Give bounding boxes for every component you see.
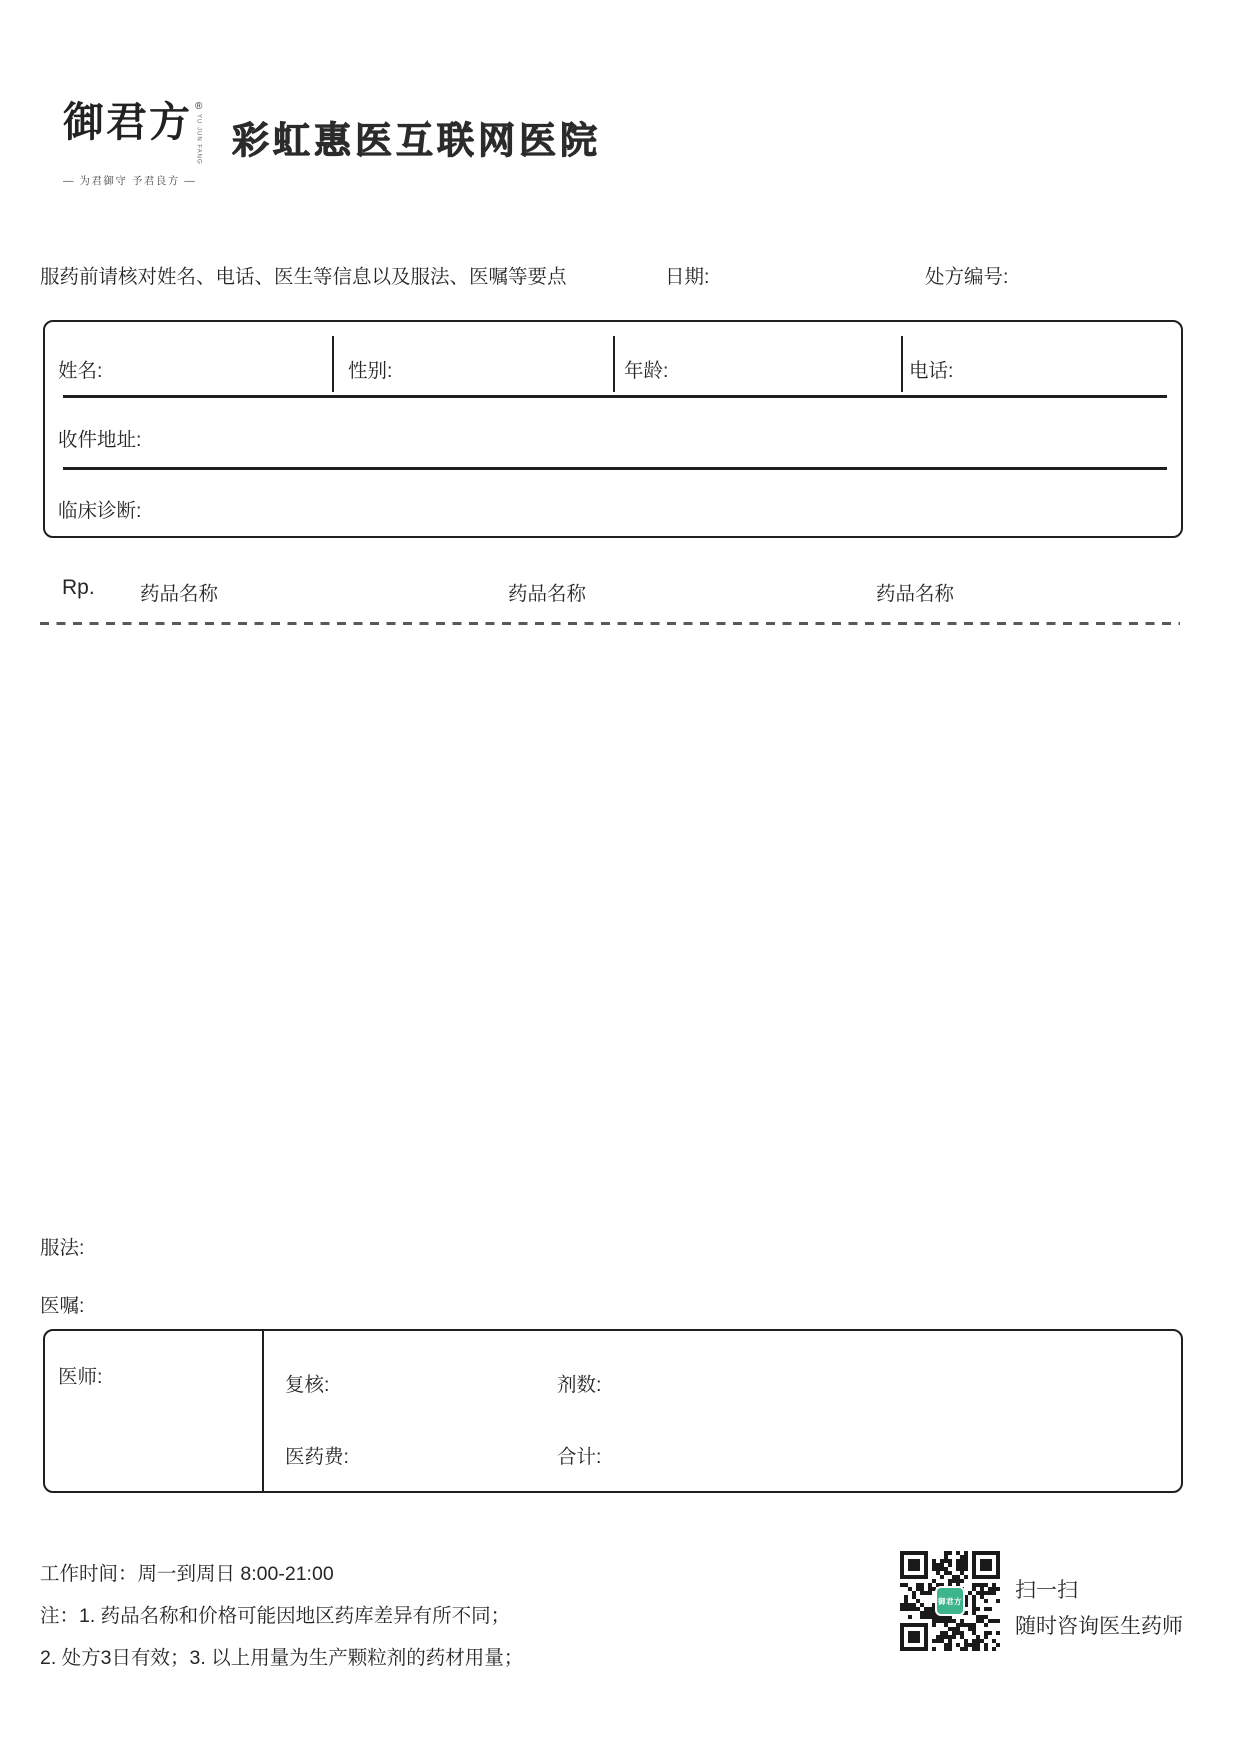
drug-name-column-header: 药品名称 bbox=[508, 583, 587, 605]
hospital-title: 彩虹惠医互联网医院 bbox=[232, 120, 601, 161]
age-label: 年龄: bbox=[624, 360, 669, 382]
verification-notice: 服药前请核对姓名、电话、医生等信息以及服法、医嘱等要点 bbox=[40, 266, 567, 288]
footnote-line-1: 注：1. 药品名称和价格可能因地区药库差异有所不同； bbox=[40, 1605, 511, 1627]
drug-name-column-header: 药品名称 bbox=[140, 583, 219, 605]
doctor-label: 医师: bbox=[58, 1366, 103, 1388]
footnote-line-2: 2. 处方3日有效；3. 以上用量为生产颗粒剂的药材用量； bbox=[40, 1647, 524, 1669]
usage-label: 服法: bbox=[40, 1237, 85, 1259]
row-divider bbox=[63, 467, 1167, 470]
brand-logo bbox=[63, 100, 228, 188]
address-label: 收件地址: bbox=[58, 429, 142, 451]
patient-info-box bbox=[43, 320, 1183, 538]
column-divider bbox=[613, 336, 615, 392]
row-divider bbox=[63, 395, 1167, 398]
phone-label: 电话: bbox=[909, 360, 954, 382]
dose-count-label: 剂数: bbox=[557, 1374, 602, 1396]
working-hours: 工作时间：周一到周日 8:00-21:00 bbox=[40, 1563, 334, 1585]
name-label: 姓名: bbox=[58, 360, 103, 382]
rx-dashed-divider bbox=[40, 622, 1180, 625]
qr-caption-consult: 随时咨询医生药师 bbox=[1015, 1615, 1183, 1638]
total-label: 合计: bbox=[557, 1446, 602, 1468]
brand-tagline: — 为君御守 予君良方 — bbox=[63, 174, 197, 187]
column-divider bbox=[332, 336, 334, 392]
qr-code bbox=[900, 1551, 1000, 1651]
doctor-advice-label: 医嘱: bbox=[40, 1295, 85, 1317]
brand-logo-side bbox=[195, 100, 202, 165]
qr-center-logo: 御君方 bbox=[935, 1586, 965, 1616]
brand-logo-romanized: YU JUN FANG bbox=[195, 114, 202, 165]
gender-label: 性别: bbox=[348, 360, 393, 382]
fee-label: 医药费: bbox=[285, 1446, 349, 1468]
diagnosis-label: 临床诊断: bbox=[58, 500, 142, 522]
signature-box bbox=[43, 1329, 1183, 1493]
rp-label: Rp. bbox=[62, 576, 95, 599]
rx-number-label: 处方编号: bbox=[925, 266, 1009, 288]
qr-caption-scan: 扫一扫 bbox=[1015, 1579, 1078, 1602]
registered-trademark-icon: ® bbox=[195, 101, 203, 112]
column-divider bbox=[901, 336, 903, 392]
column-divider bbox=[262, 1331, 264, 1491]
brand-logo-text: 御君方 bbox=[63, 98, 192, 146]
date-label: 日期: bbox=[665, 266, 710, 288]
drug-name-column-header: 药品名称 bbox=[876, 583, 955, 605]
reviewer-label: 复核: bbox=[285, 1374, 330, 1396]
